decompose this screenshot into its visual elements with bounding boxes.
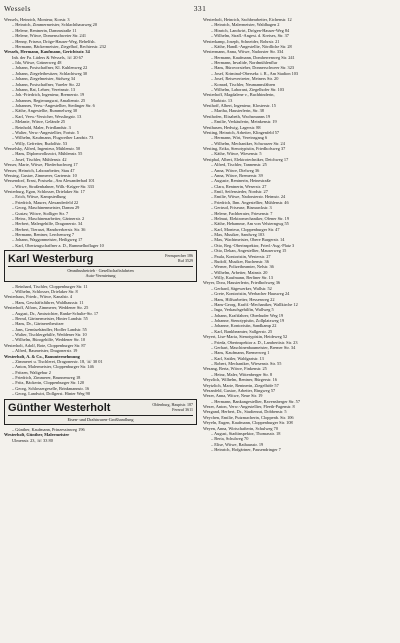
column-right — [203, 17, 396, 452]
directory-entry: – Erich, Witwe, Kampsiedlung — [12, 194, 66, 200]
directory-entry: Weychen, Emilie, Putzmacherin, Cloppenb. Str. 106 — [203, 414, 294, 420]
directory-entry: – Josef, Reisevertreter, Meiners Str. 20 — [211, 76, 279, 82]
directory-entry: – Gertrud, Friseuse, Bismarckstr. 3 — [211, 205, 272, 211]
directory-entry: Westerhoff, Magdalene v., Buchbinderin, — [203, 92, 275, 98]
directory-entry: – Johann, Postschaffner, Kl. Kuhlenweg 22 — [12, 65, 88, 71]
directory-entry: – Max, Musiker, Sandweg 103 — [211, 232, 265, 237]
directory-entry: – Friedrich, Maurer, Alexanderfeld 22 — [12, 199, 79, 205]
directory-entry: – Herbert, Malergehilfe, Dragonerstr. 34 — [12, 221, 83, 227]
directory-entry: Weyzlich, Wilhelm, Rentner, Bürgerstr. 16 — [203, 377, 277, 383]
advert-guenther-westerholt — [4, 399, 197, 425]
directory-entry: Westerburg, Egon, Schlosser, Drielaker Str. 17 — [4, 189, 85, 194]
page-number: 331 — [193, 4, 207, 13]
page-header — [4, 4, 396, 15]
advert-rule — [8, 415, 193, 416]
directory-entry: – Anna, Witwe, Dielweg 36 — [211, 167, 260, 173]
directory-entry: – Josef, Kriminal-Obersekr. i. R., Am Stadion 103 — [211, 70, 299, 76]
directory-entry: – Hinrich, Landwirt, Drögen-Hauser-Weg 84 — [211, 27, 290, 33]
directory-entry: – Günther, Kaufmann, Prinzessinweg 196 — [12, 426, 85, 432]
directory-entry: Wessels, Hermann, Kaufmann, Gerichtsstr. 34 — [4, 49, 90, 55]
directory-entry: – Bernd, Gärtnermeister, Hinter Landstr. 55 — [12, 315, 88, 321]
directory-entry: Westerholt, Heinrich, Sachbearbeiter, Eichenstr. 12 — [203, 17, 292, 22]
directory-entry: – Johanne, Kontoristin, Sandkamp 22 — [211, 323, 277, 329]
directory-entry: – Hans, Dr., Gärtnereibesitzer — [12, 321, 64, 327]
directory-entry: Westhoff, Albert, Ingenieur, Klosterstr. 15 — [203, 103, 276, 108]
directory-entry: – Johanne, Stenotypistin, Zollplatzweg 19 — [211, 318, 285, 323]
directory-entry: – Wilhelm, Arbeiter, Mainstr. 20 — [211, 269, 268, 275]
directory-entry: – Hans, Geschäftsführer, Waldhausstr. 11 — [12, 299, 84, 305]
directory-entry: – Helene, Witwe, Domenschweier Str. 241 — [12, 33, 87, 39]
directory-entry: Wezer, Anna, Witwe, Neue Str. 19 — [203, 393, 263, 399]
directory-entry: – Karl, Verw.-Versicher, Wesslingstr. 13 — [12, 113, 82, 119]
directory-entry: Westermann, Anna, Witwe, Nadorster Str. 334 — [203, 49, 284, 55]
directory-entry: Weyen, Anna, Wirtschafterin, Schulweg 70 — [203, 425, 279, 431]
directory-entry: – Karl, Bankbeamter, Sallgerstr. 25 — [211, 328, 273, 334]
directory-entry: – Wilhelm, Mechaniker, Schwarzer Str. 24 — [211, 140, 285, 146]
directory-entry: Westhusen, Hedwig, Lagerstr. 88 — [203, 124, 261, 130]
directory-entry: Wessels, Heinrich, Monteur, Korstr. 3 — [4, 17, 70, 22]
running-head: Wessels — [4, 4, 31, 13]
directory-entry: Westerhoff, Alfons, Zimmerer, Weddener Str. 25 — [4, 305, 89, 311]
directory-entry: Wesser, Heinrich, Laborarbeiter, Stau 47 — [4, 167, 75, 173]
directory-entry: Wezgand, Herbert, Dr., Studienrat, Dobbenstr. 5 — [203, 409, 287, 415]
directory-entry: Westerholt, Adolf, Bote, Cloppenburger Str. 87 — [4, 342, 86, 348]
directory-entry: – Johann, Ziegelmeister, Südweg 34 — [12, 76, 76, 82]
directory-entry: Westhofen, Elisabeth, Wachsmanns 19 — [203, 113, 271, 119]
directory-entry: Weyert, Lise-Maria, Stenotypistin, Heideweg 52 — [203, 334, 288, 340]
directory-entry: – Wilhelm, Kaufmann, Flugweiher Landstr. 73 — [12, 135, 94, 141]
directory-entry: – Wilhelm, Bürogehilfe, Weddener Str. 10 — [12, 337, 86, 343]
directory-entry: Wessing, Gustav, Zimmerer, Gartenstr. 10 — [4, 172, 77, 178]
column-left — [4, 17, 197, 452]
directory-entry: – Rudolf, Musiker, Buchenstr. 36 — [211, 258, 269, 264]
directory-entry: – Karl, Obertzugschaffner a. D., Rummelhoflager 10 — [12, 242, 104, 248]
directory-entry: – Hermann, Bankangestellter, Ravensberger Str. 57 — [211, 398, 301, 404]
directory-entry: – Wilhelm, Strafl.-Angest. d. Kreises, Str. 37 — [211, 33, 289, 39]
directory-entry: – Helene, Rentnerin, Dammstraße 11 — [12, 27, 77, 33]
directory-entry: – Zimmerei u. Tischlerei, Dragonerstr. 18, ☏ 30 01 — [12, 358, 103, 364]
directory-entry: – Johann, Ziegeleibesitzer, Schlachtweg 30 — [12, 70, 88, 76]
directory-entry: Wezang, Berta, Witwe, Finkenstr. 25 — [203, 366, 267, 372]
directory-entry: Marktstr. 13 — [211, 97, 233, 103]
directory-entry: – Otto, Dekan, Angestellter, Mauserweg 15 — [211, 248, 287, 254]
advert-name: Günther Westerholt — [8, 401, 111, 414]
directory-entry: – Alfred, Tischler, Tannenstr. 25 — [211, 162, 267, 168]
directory-entry: – Clara, Rentnerin, Weserstr. 27 — [211, 183, 267, 189]
advert-phone: Fernsprecher 186 — [165, 253, 193, 259]
directory-entry: – Heinrich, Zimmermeister, Schlachthausweg 20 — [12, 22, 97, 28]
directory-entry: – Henny, Friseur, Dröge-Hauser-Weg, Behelfsh. — [12, 38, 96, 44]
directory-entry: – Georg, Schlossergeselle, Brinkmannstr. 16 — [12, 385, 90, 391]
directory-entry: – August, Dr., Amtsrichter, Ranke-Schulte-Str. 17 — [12, 310, 99, 316]
directory-entry: – Robert, Mechaniker, Wiesenstr. Str. 55 — [211, 361, 282, 366]
directory-entry: – Konrad, Tischler, Neumannsfähren — [211, 81, 276, 87]
directory-entry: – Willy, Kaufmann, Berliner Str. 13 — [211, 275, 273, 280]
directory-entry: – Herbert, Tierarzt, Handwerkerstr. Str. 36 — [12, 226, 86, 232]
directory-entry: Wesselsky, Alfred, Ingenieur, Mühlenstr. 50 — [4, 146, 81, 151]
advert-phone: Fernruf 3611 — [172, 406, 193, 412]
directory-entry: – Frieda, Oberinspektor a. D., Lambertistr. Str. 23 — [211, 339, 298, 345]
directory-entry: Westing, Erika, Stenotypistin, Friedhofsweg 37 — [203, 146, 286, 151]
directory-entry: – Berta, Schulweg 70 — [211, 436, 249, 442]
directory-entry: – August, Stadtinspektor, Thomasstr. 18 — [211, 430, 281, 436]
directory-entry: – Karl, Monteur, Cloppenburger Str. 47 — [211, 226, 280, 232]
advert-call: Ruf 3529 — [178, 258, 193, 264]
directory-entry: Ulmenstr. 23, ☏ 33 80 — [12, 437, 53, 443]
directory-entry: – Gerhart, Maschinenbaumeister, Bremer Str. 34 — [211, 344, 296, 350]
directory-entry: – Emilie, Witwe, Nadorsterstr. Heimstr. 24 — [211, 194, 286, 200]
directory-entry: – Elise, Witwe, Rathausstr. 19 — [211, 441, 264, 447]
directory-entry: – Heinrich, Hofgärtner, Pausendringer 7 — [211, 447, 281, 452]
directory-entry: – Hans, Kaufmann, Bremerweg 1 — [211, 350, 270, 356]
directory-entry: – Anton, Malermeister, Cloppenburger Str. 146 — [12, 364, 94, 370]
directory-entry: Wezer, Anton, Verw.-Angestellter, Fleeth-Pagenstr. 8 — [203, 404, 295, 409]
directory-entry: – Heinz, Maler, Wittenberger Str. 8 — [211, 371, 273, 377]
directory-entry: – Josef, Tischler, Mühlenstr. 42 — [12, 156, 67, 162]
directory-entry: Westerkamp, Joseph, Schneider, Rohrstr. 21 — [203, 38, 280, 44]
directory-entry: – Georg, Maschinenmeister, Damm 29 — [12, 205, 80, 211]
directory-entry: – Karl, Sattler, Waldgartstr. 13 — [211, 355, 264, 361]
directory-entry: – Gustav, Witwe, Stolliger Str. 7 — [12, 210, 69, 216]
directory-entry: – Johannes, Verw.-Angestellter, Stedinger Str. 6 — [12, 103, 95, 108]
advert-name: Karl Westerburg — [8, 253, 94, 266]
directory-entry: – Melanie, Witwe, Gelände 25 — [12, 119, 66, 125]
directory-entry: – Johann, Waggonmeister, Heiligweg 17 — [12, 237, 83, 243]
directory-entry: – Hans, Bürovorsteher, Donnerschweer Str. 323 — [211, 65, 295, 71]
directory-entry: – Hermann, Rentner, Lerchenweg 7 — [12, 232, 75, 237]
directory-entry: Westing, Heinrich, Arbeiter, Klingenfeld 57 — [203, 129, 280, 135]
directory-entry: Westphal, Albert, Elektrotechniker, Deichweg 17 — [203, 156, 289, 162]
directory-entry: – Grete, Kontoristin, Werbacher Hausweg 24 — [211, 291, 290, 297]
directory-entry: Weyer, Dora, Hausierlerin, Friedhofsweg 36 — [203, 280, 281, 286]
advert-rule — [8, 266, 193, 267]
directory-entry: – Jans, Gemüsehändler, Hodler Landstr. 55 — [12, 326, 87, 332]
directory-entry: – Wilhelm, Schlosser, Drielaker Str. 8 — [12, 289, 78, 295]
directory-entry: – Hans, Hilfsarbeiter, Hessenweg 22 — [211, 296, 275, 302]
advert-line: Auto-Vermietung — [85, 273, 116, 279]
directory-entry: – Käthe, Hebamme, Am von Velsterngwg 55 — [211, 221, 289, 227]
directory-entry: – Johann, Postschaffner, Vareler Str. 22 — [12, 81, 81, 87]
directory-entry: – Otto, Reg.-Oberinspektor, Fried.-Aug.-Platz 3 — [211, 242, 295, 248]
directory-entry: – Helmut, Elektromechaniker, Ofener Str. 19 — [211, 215, 289, 221]
directory-entry: – Hermann, Bäckermeister, Ziegelhof, Rechterstr. 232 — [12, 43, 107, 49]
directory-entry: – Joh.-Friedrich, Ingenieur, Bremerstr. 19 — [12, 92, 85, 98]
directory-entry: Westerhaus, Friedr., Witwe, Kanalstr. 4 — [4, 294, 73, 300]
directory-entry: – Friedrich, Zimmerer, Brunnenweg 18 — [12, 375, 81, 381]
directory-entry: – Käthe, Witwe, Wiesenstr. 5 — [211, 151, 262, 157]
directory-entry: Wesser, Marie, Witwe, Fliederbachweg 17 — [4, 162, 78, 168]
advert-karl-westerburg — [4, 250, 197, 282]
directory-entry: Westerholt, Günther, Malermeister — [4, 432, 70, 438]
directory-entry: – Walter, Tischlergehilfe, Weddener Str. 10 — [12, 332, 87, 338]
directory-entry: – Gerhard, Sägewerker, Wallstr. 52 — [211, 285, 272, 291]
directory-entry: – Werner, Polizeibeamter, Nelstr. 36 — [211, 264, 274, 270]
directory-entry: – Hans, Diplomvolkswirt, Mühlenstr. 55 — [12, 151, 83, 157]
advert-line: Omnibusbetrieb · Gesellschaftsfahrten — [67, 268, 134, 274]
directory-entry: – Auguste, Rentnerin, Heinestraße — [211, 178, 271, 184]
directory-entry: – Paula, Kontoristin, Westerstr. 27 — [211, 253, 271, 259]
directory-entry: – Hermann, Invalide, Nordmühlenflur — [211, 60, 278, 65]
directory-entry: – Willy, Gefreiter, Rudolfstr. 53 — [12, 140, 68, 146]
directory-entry: – Fritzen, Waltgebur 2 — [12, 369, 51, 375]
directory-entry: – Walter, Verw.-Angestellter, Fortstr. 5 — [12, 129, 79, 135]
directory-entry: – Heinr., Maschinenarbeiter, Gärtnerstr. 2 — [12, 215, 85, 221]
directory-entry: – Georg, Landwirt, Dollgerst. Hinter Weg 90 — [12, 391, 91, 397]
directory-entry: – Emil, Seifensieder, Nordstr. 27 — [211, 189, 268, 194]
directory-entry: – Fritz, Bäckerin, Cloppenburger Str. 120 — [12, 380, 85, 386]
directory-entry: Wessendorf, Ernst, Postsekr., Am Alexanderbad 101 — [4, 178, 95, 184]
directory-entry: – Johann, Rat, Lehrer, Vereinsstr. 13 — [12, 86, 76, 92]
directory-entry: – Johannes, Regierungsrat, Amalienstr. 25 — [12, 97, 86, 103]
directory-entry: – Friedrich, Ihm. Angestellter, Mühlenstr. 46 — [211, 199, 289, 205]
directory-entry: – Käthe, Handl.-Angestellte, Nördliche Str. 28 — [211, 43, 292, 49]
advert-address: Oldenburg, Hauptstr. 187 — [152, 401, 193, 407]
directory-entry: – Inga, Verkaufsgehilfin, Wallweg 5 — [211, 307, 274, 313]
directory-entry: – Heinrich, Malermeister, Waldhagen 2 — [211, 22, 280, 28]
advert-line: Eisen- und Drahtwaren-Großhandlung — [67, 416, 134, 422]
directory-entry: – Helene, Fachberater, Friesenstr. 7 — [211, 210, 273, 216]
directory-entry: Weyeln, Eugen, Kaufmann, Cloppenburger Str. 108 — [203, 420, 293, 426]
directory-entry: – Reinhold, Maler, Friedlandstr. 3 — [12, 124, 71, 130]
directory-entry: – Käthe, Angestellte, Rummelweg 30 — [12, 108, 78, 114]
directory-entry: – Hermann, Kaufmann, Domherrenweg Str. 241 — [211, 54, 295, 60]
directory-entry: – Max, Wachtmeister, Obere Burgerstr. 14 — [211, 237, 285, 243]
directory-entry: – Johann, Kraftfahrer, Oberhuder Weg 19 — [211, 312, 284, 318]
directory-entry: – Anna, Witwe, Bremerstr. 39 — [211, 172, 263, 178]
directory-entry: – Alfred, Baumeister, Dragonerstr. 19 — [12, 348, 78, 354]
directory-entry: – Witwe, Straßenbahner, Wilh.-Krüger-Str. 333 — [12, 183, 94, 189]
directory-entry: Inh. der Fa. Lüders & Wessels, ☏ 20 67 — [12, 54, 83, 60]
directory-entry: – Ida, Witwe, Grünerweg 48 — [12, 60, 62, 65]
directory-entry: – Hermann, Wirt, Vereinsgang 6 — [211, 135, 268, 141]
directory-entry: Westerholt, A. & Co., Bauunternehmung — [4, 353, 80, 359]
directory-entry: Weytzlich, Marie, Rentnerin, Ziegelhöfe 57 — [203, 382, 279, 388]
directory-entry: – Emilie, Verkäuferin, Meinkenstr. 19 — [211, 119, 277, 125]
directory-entry: – Reinhard, Tischler, Cloppenburger Str. 11 — [12, 283, 88, 289]
directory-entry: – Martha, Hausierlerin, Str. 38 — [211, 108, 264, 114]
directory-entry: Wezanfeld, Gustav, Arbeiter, Ringweg 57 — [203, 387, 276, 393]
directory-entry: – Wilhelm, Laborant, Ziegelhofer Str. 103 — [211, 86, 285, 92]
directory-entry: – Hans-Georg, Kraftf.-Mechaniker, Wallkirche 12 — [211, 301, 298, 307]
